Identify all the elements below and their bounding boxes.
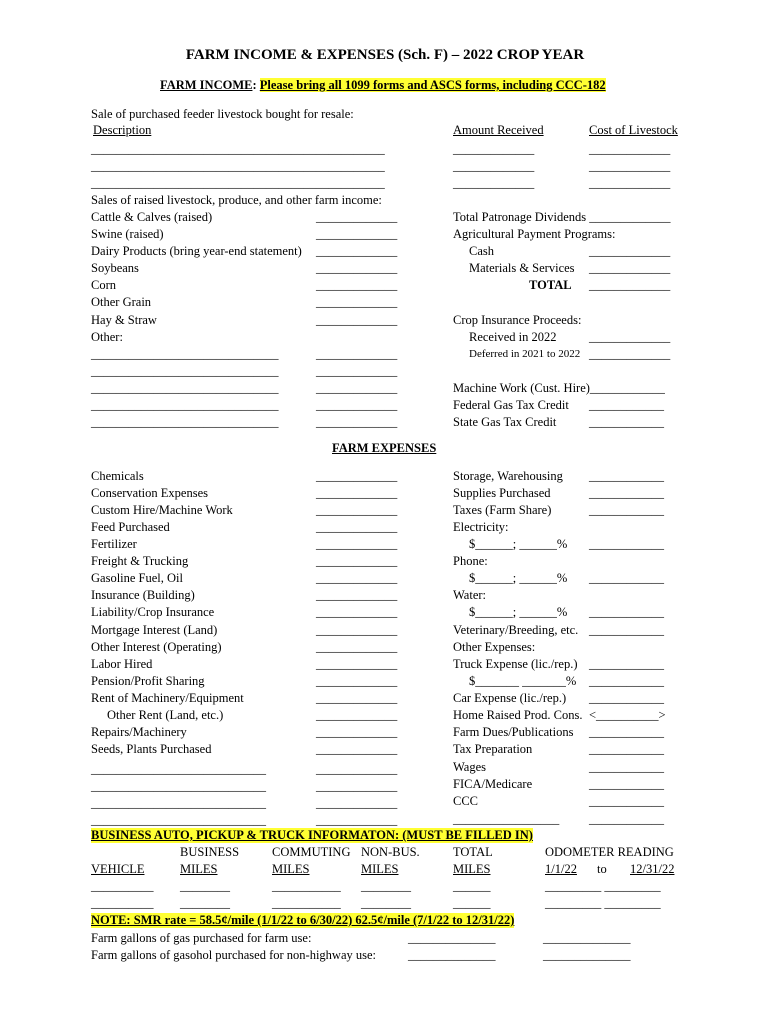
- col-cost-livestock: Cost of Livestock: [589, 123, 678, 137]
- amount-blank[interactable]: _____________: [316, 415, 398, 429]
- auto-commuting-blank[interactable]: ___________: [272, 879, 341, 893]
- income-header-line: [160, 78, 606, 93]
- total-blank[interactable]: _____________: [589, 278, 671, 292]
- vet-label: Veterinary/Breeding, etc.: [453, 623, 579, 637]
- other-blank[interactable]: ______________________________: [91, 347, 279, 361]
- raised-item: Other:: [91, 330, 123, 344]
- amount-blank[interactable]: _____________: [316, 623, 398, 637]
- received-blank[interactable]: _____________: [589, 330, 671, 344]
- amount-blank[interactable]: _____________: [316, 227, 398, 241]
- auto-miles-nonbus: MILES: [361, 862, 399, 876]
- amount-blank[interactable]: ____________: [589, 469, 664, 483]
- amount-blank[interactable]: _____________: [453, 159, 535, 173]
- amount-blank[interactable]: ____________: [589, 486, 664, 500]
- materials-blank[interactable]: _____________: [589, 261, 671, 275]
- expenses-header: FARM EXPENSES: [332, 441, 437, 455]
- auto-miles-business: MILES: [180, 862, 218, 876]
- amount-blank[interactable]: _____________: [316, 779, 398, 793]
- expense-item: Pension/Profit Sharing: [91, 674, 205, 688]
- other-expense-blank[interactable]: ____________________________: [91, 796, 266, 810]
- other-blank[interactable]: ______________________________: [91, 381, 279, 395]
- raised-item: Other Grain: [91, 295, 152, 309]
- amount-blank[interactable]: _____________: [316, 398, 398, 412]
- ccc-label: CCC: [453, 794, 479, 808]
- auto-date-start: 1/1/22: [545, 862, 577, 876]
- water-label: Water:: [453, 588, 487, 602]
- cost-blank[interactable]: _____________: [589, 159, 671, 173]
- amount-blank[interactable]: _____________: [316, 261, 398, 275]
- amount-blank[interactable]: ____________: [589, 777, 664, 791]
- auto-business-blank[interactable]: ________: [180, 896, 230, 910]
- page-title: FARM INCOME & EXPENSES (Sch. F) – 2022 CROP YEAR: [185, 47, 585, 63]
- amount-blank[interactable]: ____________: [589, 794, 664, 808]
- expense-item: Mortgage Interest (Land): [91, 623, 218, 637]
- other-blank[interactable]: ______________________________: [91, 398, 279, 412]
- tax-prep-label: Tax Preparation: [453, 742, 533, 756]
- amount-blank[interactable]: _____________: [316, 554, 398, 568]
- state-gas-blank[interactable]: ____________: [589, 415, 664, 429]
- auto-date-end: 12/31/22: [630, 862, 675, 876]
- raised-item: Soybeans: [91, 261, 139, 275]
- expense-item: Fertilizer: [91, 537, 137, 551]
- amount-blank[interactable]: ____________: [589, 674, 664, 688]
- fica-label: FICA/Medicare: [453, 777, 533, 791]
- auto-miles-commuting: MILES: [272, 862, 310, 876]
- amount-blank[interactable]: _____________: [316, 762, 398, 776]
- amount-blank[interactable]: _____________: [316, 486, 398, 500]
- expense-item: Labor Hired: [91, 657, 153, 671]
- expense-item: Other Interest (Operating): [91, 640, 222, 654]
- amount-blank[interactable]: _____________: [316, 278, 398, 292]
- other-blank[interactable]: ______________________________: [91, 415, 279, 429]
- state-gas-label: State Gas Tax Credit: [453, 415, 557, 429]
- auto-col-vehicle: VEHICLE: [91, 862, 145, 876]
- gasohol-blank[interactable]: ______________: [408, 948, 496, 962]
- col-description: Description: [93, 123, 152, 137]
- amount-blank[interactable]: ____________: [589, 691, 664, 705]
- machine-work-label: Machine Work (Cust. Hire)____________: [453, 381, 665, 395]
- amount-blank[interactable]: _____________: [316, 210, 398, 224]
- expense-item: Seeds, Plants Purchased: [91, 742, 212, 756]
- expense-item: Insurance (Building): [91, 588, 195, 602]
- amount-blank[interactable]: _____________: [316, 708, 398, 722]
- cost-blank[interactable]: _____________: [589, 176, 671, 190]
- amount-blank[interactable]: _____________: [316, 244, 398, 258]
- taxes-label: Taxes (Farm Share): [453, 503, 552, 517]
- expense-item: Rent of Machinery/Equipment: [91, 691, 244, 705]
- wages-label: Wages: [453, 760, 487, 774]
- amount-blank[interactable]: ____________: [589, 503, 664, 517]
- amount-blank[interactable]: _____________: [316, 796, 398, 810]
- crop-insurance-label: Crop Insurance Proceeds:: [453, 313, 582, 327]
- auto-col-commuting: COMMUTING: [272, 845, 351, 859]
- purchased-label: Sale of purchased feeder livestock bought for resale:: [91, 107, 354, 121]
- amount-blank[interactable]: _____________: [316, 381, 398, 395]
- income-colon: :: [252, 78, 260, 92]
- other-expense-blank[interactable]: ____________________________: [91, 762, 266, 776]
- raised-label: Sales of raised livestock, produce, and other farm income:: [91, 193, 382, 207]
- expense-item: Liability/Crop Insurance: [91, 605, 215, 619]
- car-label: Car Expense (lic./rep.): [453, 691, 567, 705]
- amount-blank[interactable]: _____________: [316, 640, 398, 654]
- electricity-pct[interactable]: $______; ______%: [469, 537, 568, 551]
- amount-blank[interactable]: _____________: [316, 503, 398, 517]
- auto-nonbus-blank[interactable]: ________: [361, 879, 411, 893]
- home-raised-blank[interactable]: <__________>: [589, 708, 666, 722]
- raised-item: Cattle & Calves (raised): [91, 210, 213, 224]
- gasohol-blank-2[interactable]: ______________: [543, 948, 631, 962]
- amount-blank[interactable]: _____________: [316, 605, 398, 619]
- auto-total-blank[interactable]: ______: [453, 896, 491, 910]
- amount-blank[interactable]: _____________: [316, 691, 398, 705]
- received-label: Received in 2022: [469, 330, 557, 344]
- phone-label: Phone:: [453, 554, 488, 568]
- auto-vehicle-blank[interactable]: __________: [91, 896, 154, 910]
- auto-vehicle-blank[interactable]: __________: [91, 879, 154, 893]
- amount-blank[interactable]: _____________: [316, 657, 398, 671]
- auto-col-odometer: ODOMETER READING: [545, 845, 674, 859]
- auto-to: to: [597, 862, 607, 876]
- storage-label: Storage, Warehousing: [453, 469, 563, 483]
- auto-total-blank[interactable]: ______: [453, 879, 491, 893]
- electricity-label: Electricity:: [453, 520, 509, 534]
- description-blank[interactable]: _______________________________________________: [91, 142, 385, 156]
- phone-pct[interactable]: $______; ______%: [469, 571, 568, 585]
- expense-item: Repairs/Machinery: [91, 725, 187, 739]
- auto-col-nonbus: NON-BUS.: [361, 845, 420, 859]
- raised-item: Corn: [91, 278, 116, 292]
- supplies-label: Supplies Purchased: [453, 486, 551, 500]
- gas-farm-label: Farm gallons of gas purchased for farm use:: [91, 931, 312, 945]
- amount-blank[interactable]: _____________: [316, 469, 398, 483]
- auto-col-business: BUSINESS: [180, 845, 240, 859]
- other-blank[interactable]: ______________________________: [91, 364, 279, 378]
- description-blank[interactable]: _______________________________________________: [91, 159, 385, 173]
- expense-item: Chemicals: [91, 469, 144, 483]
- auto-col-total: TOTAL: [453, 845, 493, 859]
- amount-blank[interactable]: ____________: [589, 657, 664, 671]
- raised-item: Hay & Straw: [91, 313, 157, 327]
- expense-item: Conservation Expenses: [91, 486, 208, 500]
- auto-odometer-blank[interactable]: _________ _________: [545, 879, 661, 893]
- amount-blank[interactable]: _____________: [316, 295, 398, 309]
- amount-blank[interactable]: _____________: [316, 537, 398, 551]
- amount-blank[interactable]: ____________: [589, 760, 664, 774]
- ag-programs-label: Agricultural Payment Programs:: [453, 227, 616, 241]
- amount-blank[interactable]: ____________: [589, 812, 664, 826]
- amount-blank[interactable]: _____________: [316, 313, 398, 327]
- amount-blank[interactable]: _____________: [316, 520, 398, 534]
- amount-blank[interactable]: ____________: [589, 571, 664, 585]
- amount-blank[interactable]: _____________: [316, 813, 398, 827]
- amount-blank[interactable]: _____________: [316, 588, 398, 602]
- fed-gas-label: Federal Gas Tax Credit: [453, 398, 569, 412]
- auto-business-blank[interactable]: ________: [180, 879, 230, 893]
- auto-header: BUSINESS AUTO, PICKUP & TRUCK INFORMATON: (MUST BE FILLED IN): [91, 828, 533, 842]
- amount-blank[interactable]: _____________: [316, 347, 398, 361]
- auto-miles-total: MILES: [453, 862, 491, 876]
- total-label: TOTAL: [529, 278, 572, 292]
- amount-blank[interactable]: _____________: [453, 176, 535, 190]
- auto-commuting-blank[interactable]: ___________: [272, 896, 341, 910]
- other-expense-blank[interactable]: ____________________________: [91, 813, 266, 827]
- gas-farm-blank-2[interactable]: ______________: [543, 931, 631, 945]
- auto-odometer-blank[interactable]: _________ _________: [545, 896, 661, 910]
- smr-note: NOTE: SMR rate = 58.5¢/mile (1/1/22 to 6/30/22) 62.5¢/mile (7/1/22 to 12/31/22): [91, 913, 515, 927]
- auto-nonbus-blank[interactable]: ________: [361, 896, 411, 910]
- amount-blank[interactable]: _____________: [316, 742, 398, 756]
- raised-item: Swine (raised): [91, 227, 164, 241]
- cash-label: Cash: [469, 244, 494, 258]
- amount-blank[interactable]: ____________: [589, 623, 664, 637]
- expense-item: Custom Hire/Machine Work: [91, 503, 233, 517]
- water-pct[interactable]: $______; ______%: [469, 605, 568, 619]
- other-expense-blank[interactable]: _________________: [453, 812, 560, 826]
- truck-label: Truck Expense (lic./rep.): [453, 657, 578, 671]
- other-expenses-label: Other Expenses:: [453, 640, 536, 654]
- home-raised-label: Home Raised Prod. Cons.: [453, 708, 583, 722]
- amount-blank[interactable]: _____________: [316, 571, 398, 585]
- deferred-label: Deferred in 2021 to 2022: [469, 348, 581, 360]
- farm-dues-label: Farm Dues/Publications: [453, 725, 574, 739]
- patronage-dividends: Total Patronage Dividends _____________: [453, 210, 671, 224]
- amount-blank[interactable]: _____________: [316, 674, 398, 688]
- cost-blank[interactable]: _____________: [589, 142, 671, 156]
- amount-blank[interactable]: ____________: [589, 605, 664, 619]
- cash-blank[interactable]: _____________: [589, 244, 671, 258]
- raised-item: Dairy Products (bring year-end statement): [91, 244, 302, 258]
- truck-pct[interactable]: $_______ _______%: [469, 674, 577, 688]
- amount-blank[interactable]: ____________: [589, 742, 664, 756]
- amount-blank[interactable]: ____________: [589, 725, 664, 739]
- other-expense-blank[interactable]: ____________________________: [91, 779, 266, 793]
- deferred-blank[interactable]: _____________: [589, 347, 671, 361]
- amount-blank[interactable]: _____________: [316, 725, 398, 739]
- amount-blank[interactable]: _____________: [453, 142, 535, 156]
- amount-blank[interactable]: ____________: [589, 537, 664, 551]
- materials-label: Materials & Services: [469, 261, 575, 275]
- col-amount-received: Amount Received: [453, 123, 544, 137]
- gas-farm-blank[interactable]: ______________: [408, 931, 496, 945]
- expense-item: Gasoline Fuel, Oil: [91, 571, 184, 585]
- description-blank[interactable]: _______________________________________________: [91, 176, 385, 190]
- expense-item: Feed Purchased: [91, 520, 170, 534]
- gasohol-label: Farm gallons of gasohol purchased for non-highway use:: [91, 948, 377, 962]
- expense-item: Freight & Trucking: [91, 554, 189, 568]
- expense-item: Other Rent (Land, etc.): [107, 708, 224, 722]
- amount-blank[interactable]: _____________: [316, 364, 398, 378]
- fed-gas-blank[interactable]: ____________: [589, 398, 664, 412]
- income-bring-note: Please bring all 1099 forms and ASCS forms, including CCC-182: [259, 78, 606, 92]
- income-header: FARM INCOME: [160, 78, 253, 92]
